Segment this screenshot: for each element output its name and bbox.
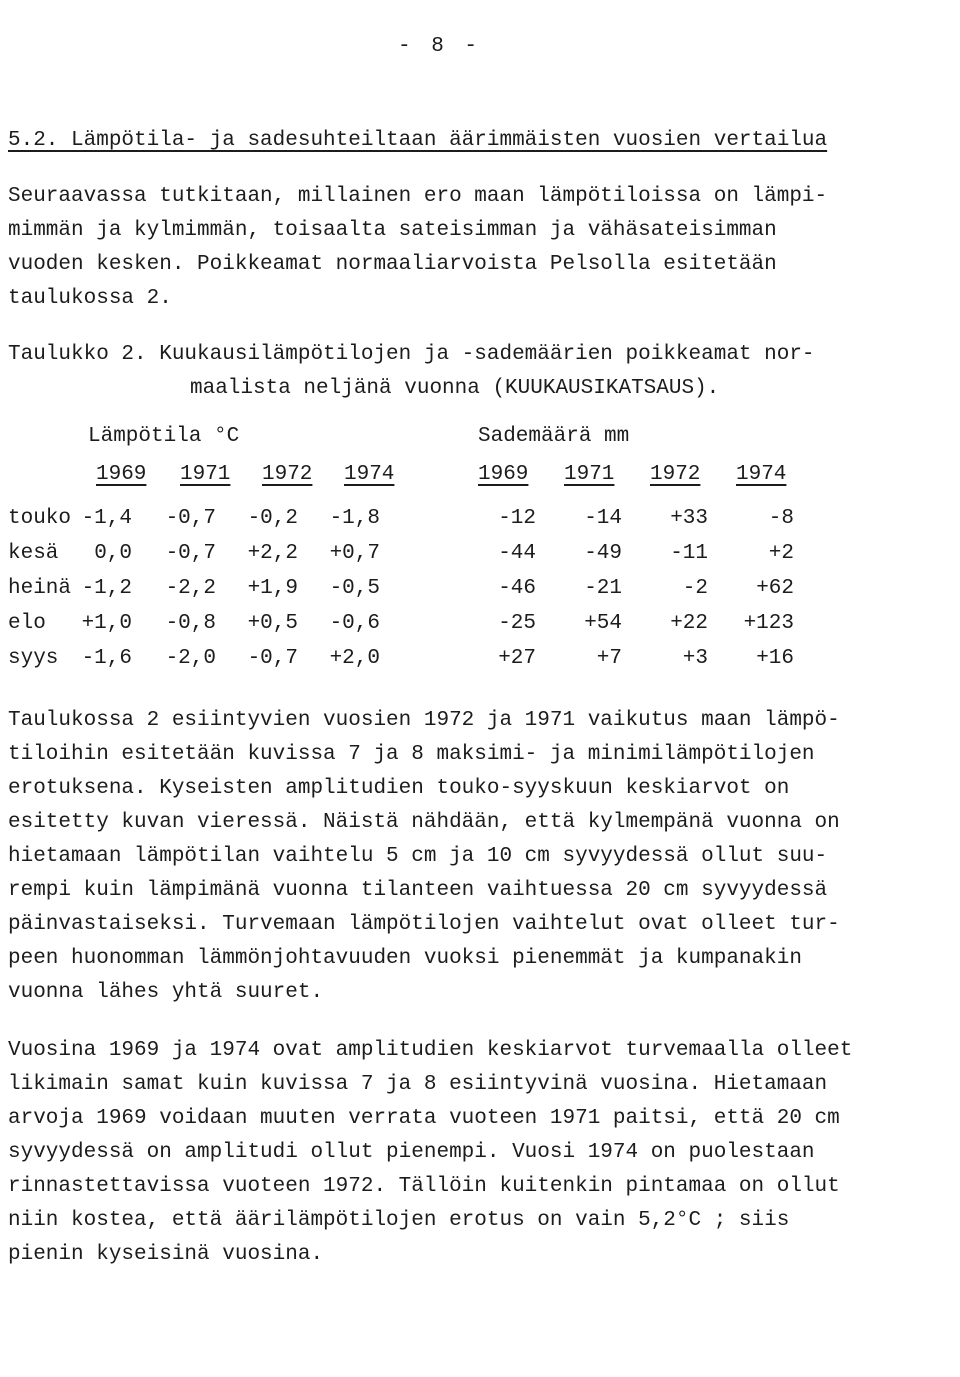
temperature-header: Lämpötila °C (88, 425, 240, 448)
text-line: Seuraavassa tutkitaan, millainen ero maan lämpötiloissa on lämpi- (8, 185, 828, 208)
text-line: Taulukossa 2 esiintyvien vuosien 1972 ja 1971 vaikutus maan lämpö- (8, 709, 840, 732)
text-line: niin kostea, että äärilämpötilojen erotus on vain 5,2°C ; siis (8, 1209, 790, 1232)
temp-cell: -1,8 (329, 507, 380, 530)
precip-cell: -8 (768, 507, 794, 530)
precip-year-1971: 1971 (564, 463, 615, 486)
text-line: rinnastettavissa vuoteen 1972. Tällöin kuitenkin pintamaa on ollut (8, 1175, 840, 1198)
precip-cell: +123 (743, 612, 794, 635)
text-line: hietamaan lämpötilan vaihtelu 5 cm ja 10 cm syvyydessä ollut suu- (8, 845, 828, 868)
comparison-paragraph (8, 1034, 953, 1272)
temp-cell: -0,7 (165, 542, 216, 565)
temp-cell: +2,2 (247, 542, 298, 565)
precipitation-header: Sademäärä mm (478, 425, 630, 448)
text-line: päinvastaiseksi. Turvemaan lämpötilojen vaihtelut ovat olleet tur- (8, 913, 840, 936)
precip-cell: -12 (498, 507, 536, 530)
temp-cell: -0,7 (247, 647, 298, 670)
precip-year-1972: 1972 (650, 463, 701, 486)
text-line: taulukossa 2. (8, 287, 172, 310)
precip-cell: -2 (682, 577, 708, 600)
temp-cell: -0,7 (165, 507, 216, 530)
text-line: vuoden kesken. Poikkeamat normaaliarvoista Pelsolla esitetään (8, 253, 777, 276)
text-line: syvyydessä on amplitudi ollut pienempi. Vuosi 1974 on puolestaan (8, 1141, 815, 1164)
section-heading: 5.2. Lämpötila- ja sadesuhteiltaan äärimmäisten vuosien vertailua (8, 129, 828, 152)
text-line: mimmän ja kylmimmän, toisaalta sateisimman ja vähäsateisimman (8, 219, 777, 242)
text-line: tiloihin esitetään kuvissa 7 ja 8 maksimi- ja minimilämpötilojen (8, 743, 815, 766)
precip-year-1969: 1969 (478, 463, 529, 486)
precip-cell: -25 (498, 612, 536, 635)
analysis-paragraph (8, 704, 953, 1010)
precip-cell: -49 (584, 542, 622, 565)
temp-cell: +1,0 (81, 612, 132, 635)
precip-cell: -44 (498, 542, 536, 565)
row-month: heinä (8, 577, 72, 600)
text-line: erotuksena. Kyseisten amplitudien touko-syyskuun keskiarvot on (8, 777, 790, 800)
precip-cell: +22 (670, 612, 708, 635)
text-line: arvoja 1969 voidaan muuten verrata vuoteen 1971 paitsi, että 20 cm (8, 1107, 840, 1130)
precip-cell: +33 (670, 507, 708, 530)
temp-year-1972: 1972 (262, 463, 313, 486)
precip-cell: -11 (670, 542, 708, 565)
precip-cell: +27 (498, 647, 536, 670)
temp-cell: -0,2 (247, 507, 298, 530)
temp-cell: -2,2 (165, 577, 216, 600)
precip-cell: -14 (584, 507, 622, 530)
temp-cell: 0,0 (94, 542, 132, 565)
row-month: kesä (8, 542, 59, 565)
temp-year-1971: 1971 (180, 463, 231, 486)
intro-paragraph (8, 180, 953, 316)
text-line: rempi kuin lämpimänä vuonna tilanteen vaihtuessa 20 cm syvyydessä (8, 879, 828, 902)
text-line: vuonna lähes yhtä suuret. (8, 981, 324, 1004)
temp-cell: -1,4 (81, 507, 132, 530)
temp-cell: -0,5 (329, 577, 380, 600)
text-line: likimain samat kuin kuvissa 7 ja 8 esiintyvinä vuosina. Hietamaan (8, 1073, 828, 1096)
temp-cell: -1,6 (81, 647, 132, 670)
precip-cell: +62 (756, 577, 794, 600)
temp-cell: -2,0 (165, 647, 216, 670)
temp-cell: -1,2 (81, 577, 132, 600)
temp-cell: -0,8 (165, 612, 216, 635)
precip-year-1974: 1974 (736, 463, 787, 486)
precip-cell: +3 (682, 647, 708, 670)
temp-cell: +2,0 (329, 647, 380, 670)
temp-cell: +1,9 (247, 577, 298, 600)
row-month: elo (8, 612, 46, 635)
temp-year-1974: 1974 (344, 463, 395, 486)
text-line: peen huonomman lämmönjohtavuuden vuoksi pienemmät ja kumpanakin (8, 947, 802, 970)
row-month: touko (8, 507, 72, 530)
table-caption-line1: Taulukko 2. Kuukausilämpötilojen ja -sademäärien poikkeamat nor- (8, 343, 815, 366)
precip-cell: +16 (756, 647, 794, 670)
precip-cell: +7 (596, 647, 622, 670)
precip-cell: +2 (768, 542, 794, 565)
temp-cell: +0,5 (247, 612, 298, 635)
text-line: pienin kyseisinä vuosina. (8, 1243, 324, 1266)
precip-cell: -46 (498, 577, 536, 600)
table-caption-line2: maalista neljänä vuonna (KUUKAUSIKATSAUS). (190, 377, 720, 400)
temp-cell: -0,6 (329, 612, 380, 635)
page-number: - 8 - (398, 35, 482, 58)
temp-cell: +0,7 (329, 542, 380, 565)
temp-year-1969: 1969 (96, 463, 147, 486)
precip-cell: -21 (584, 577, 622, 600)
row-month: syys (8, 647, 59, 670)
precip-cell: +54 (584, 612, 622, 635)
text-line: esitetty kuvan vieressä. Näistä nähdään, että kylmempänä vuonna on (8, 811, 840, 834)
text-line: Vuosina 1969 ja 1974 ovat amplitudien keskiarvot turvemaalla olleet (8, 1039, 853, 1062)
